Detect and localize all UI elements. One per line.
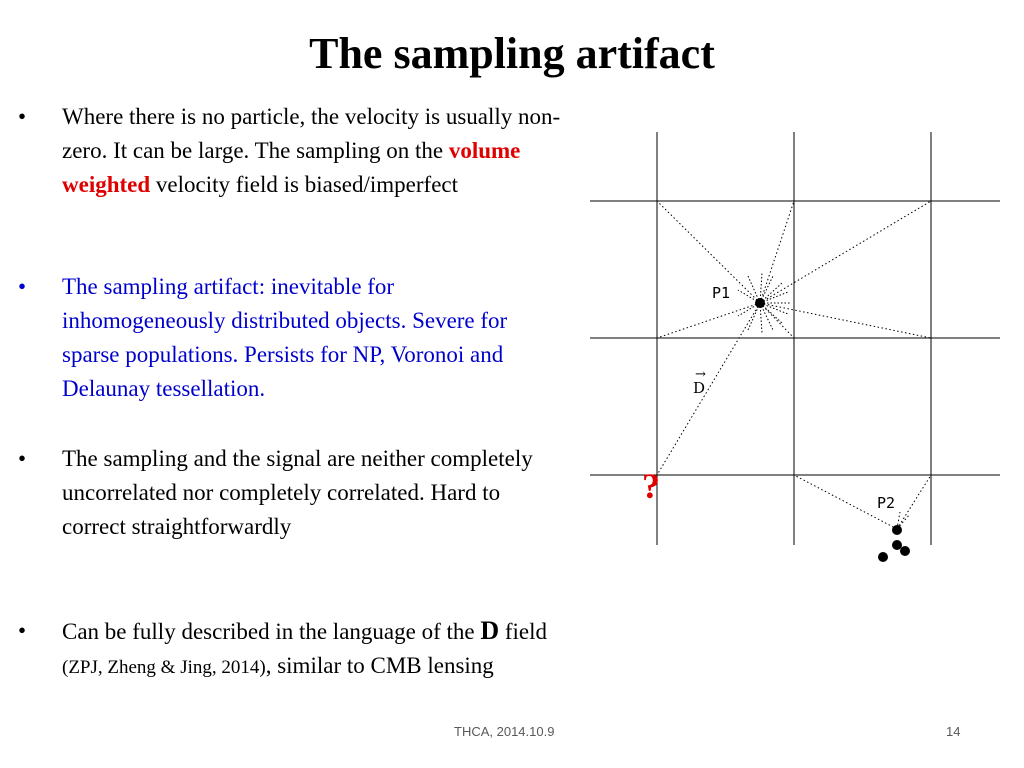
bullet-marker: • bbox=[17, 104, 27, 129]
bullet-4-before: Can be fully described in the language of the bbox=[62, 619, 481, 644]
bullet-1-after: velocity field is biased/imperfect bbox=[150, 172, 459, 197]
bullet-marker: • bbox=[17, 446, 27, 471]
ray bbox=[657, 303, 760, 338]
particle bbox=[878, 552, 888, 562]
d-label: D bbox=[693, 379, 706, 397]
particle-p2 bbox=[892, 525, 902, 535]
bullet-marker: • bbox=[17, 274, 27, 299]
d-arrow: → bbox=[695, 367, 706, 382]
slide-title: The sampling artifact bbox=[309, 29, 715, 78]
particle bbox=[892, 540, 902, 550]
p2-particles bbox=[878, 525, 910, 562]
bullet-4-bold-d: D bbox=[480, 616, 500, 645]
page-number: 14 bbox=[946, 724, 961, 739]
p1-label: P1 bbox=[712, 284, 731, 302]
bullet-4-citation: (ZPJ, Zheng & Jing, 2014) bbox=[62, 657, 266, 678]
bullet-2-text: The sampling artifact: inevitable for inhomogeneously distributed objects. Severe for sparse populations. Persists for NP, Voronoi and Delaunay tessellation. bbox=[62, 274, 508, 401]
bullet-1-highlight: volume weighted bbox=[62, 138, 521, 197]
bullet-1-before: Where there is no particle, the velocity is usually non-zero. It can be large. The sampling on the bbox=[62, 104, 561, 163]
particle bbox=[900, 546, 910, 556]
bullet-3-text: The sampling and the signal are neither completely uncorrelated nor completely correlated. Hard to correct straightforwardly bbox=[62, 446, 533, 539]
particle-p1 bbox=[755, 298, 765, 308]
bullet-4-after: , similar to CMB lensing bbox=[265, 653, 494, 678]
question-mark: ? bbox=[642, 466, 660, 506]
ray bbox=[760, 201, 794, 303]
p2-rays bbox=[794, 475, 931, 529]
ray bbox=[760, 303, 931, 338]
footer-event: THCA, 2014.10.9 bbox=[454, 724, 555, 739]
ray-to-question bbox=[657, 303, 760, 475]
ray bbox=[760, 201, 931, 303]
ray bbox=[657, 201, 760, 303]
bullet-4-mid: field bbox=[499, 619, 548, 644]
p2-label: P2 bbox=[877, 494, 896, 512]
bullet-marker: • bbox=[17, 618, 27, 643]
